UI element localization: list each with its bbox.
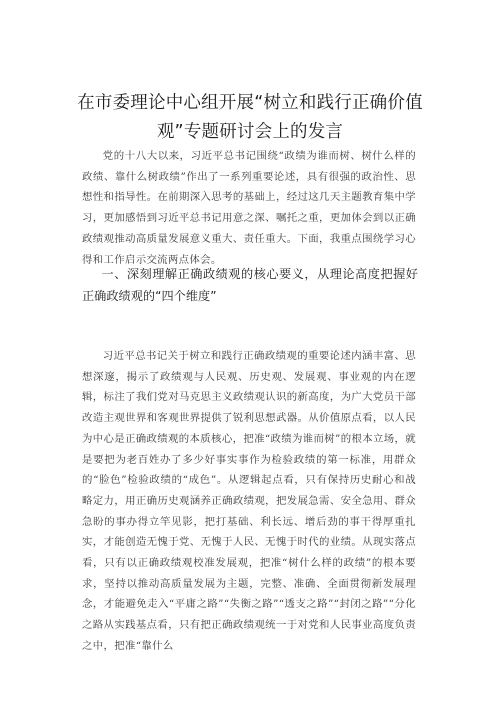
document-title: 在市委理论中心组开展“树立和践行正确价值观”专题研讨会上的发言 — [77, 93, 423, 142]
section-1-heading: 一、深刻理解正确政绩观的核心要义，从理论高度把握好正确政绩观的“四个维度” — [82, 267, 418, 303]
section-1-paragraph: 习近平总书记关于树立和践行正确政绩观的重要论述内涵丰富、思想深邃，揭示了政绩观与人民观、历史观、发展观、事业观的内在逻辑，标注了我们党对马克思主义政绩观认识的新高度，为广大党员干部改造主观世界和客观世界提供了锐利思想武器。从价值原点看，以人民为中心是正确政绩观的本质核心，把准“政绩为谁而树”的根本立场，就是要把为老百姓办了多少好事实事作为检验政绩的第一标准，用群众的“脸色”检验政绩的“成色”。从逻辑起点看，只有保持历史耐心和战略定力，用正确历史观涵养正确政绩观，把发展急需、安全急用、群众急盼的事办得立竿见影，把打基础、利长远、增后劲的事干得厚重扎实，才能创造无愧于党、无愧于人民、无愧于时代的业绩。从现实落点看，只有以正确政绩观校准发展观，把准“树什么样的政绩”的根本要求，坚持以推动高质量发展为主题，完整、准确、全面贯彻新发展理念，才能避免走入“平庸之路”“失衡之路”“透支之路”“封闭之路”“分化之路从实践基点看，只有把正确政绩观统一于对党和人民事业高度负责之中，把准“靠什么 — [82, 350, 416, 652]
intro-paragraph: 党的十八大以来，习近平总书记围绕“政绩为谁而树、树什么样的政绩、靠什么树政绩”作出了一系列重要论述，具有很强的政治性、思想性和指导性。在前期深入思考的基础上，经过这几天主题教育集中学习，更加感悟到习近平总书记用意之深、嘱托之重，更加体会到以正确政绩观推动高质量发展意义重大、责任重大。下面，我重点围绕学习心得和工作启示交流两点体会。 — [82, 150, 416, 266]
